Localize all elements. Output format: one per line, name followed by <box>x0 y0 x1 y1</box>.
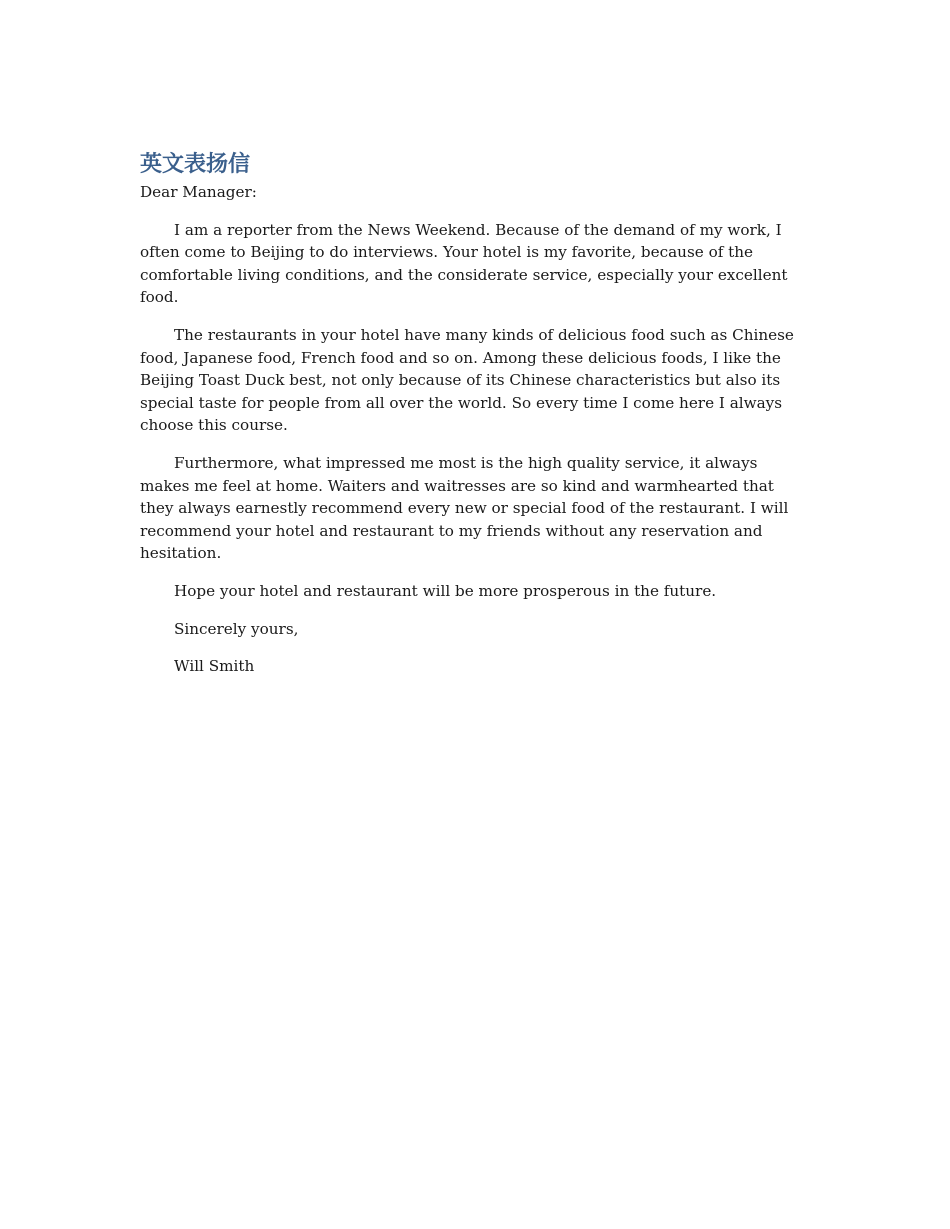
paragraph-2: The restaurants in your hotel have many kinds of delicious food such as Chinese food, Japanese food, French food and so on. Among these delicious foods, I like the Beijing Toast Duck best, not only because of its Chinese characteristics but also its special taste for people from all over the world. So every time I come here I always choose this course. <box>140 325 794 435</box>
paragraph-3: Furthermore, what impressed me most is the high quality service, it always makes me feel at home. Waiters and waitresses are so kind and warmhearted that they always earnestly recommend every new or special food of the restaurant. I will recommend your hotel and restaurant to my friends without any reservation and hesitation. <box>140 453 789 563</box>
letter-body <box>140 150 808 693</box>
paragraph-4: Hope your hotel and restaurant will be more prosperous in the future. <box>174 581 717 600</box>
document-title: 英文表扬信 <box>140 152 251 177</box>
closing: Sincerely yours, <box>174 619 299 638</box>
salutation: Dear Manager: <box>140 183 257 201</box>
signature: Will Smith <box>174 657 255 676</box>
paragraph-1: I am a reporter from the News Weekend. Because of the demand of my work, I often come to Beijing to do interviews. Your hotel is my favorite, because of the comfortable living conditions, and the considerate service, especially your excellent food. <box>140 220 788 307</box>
